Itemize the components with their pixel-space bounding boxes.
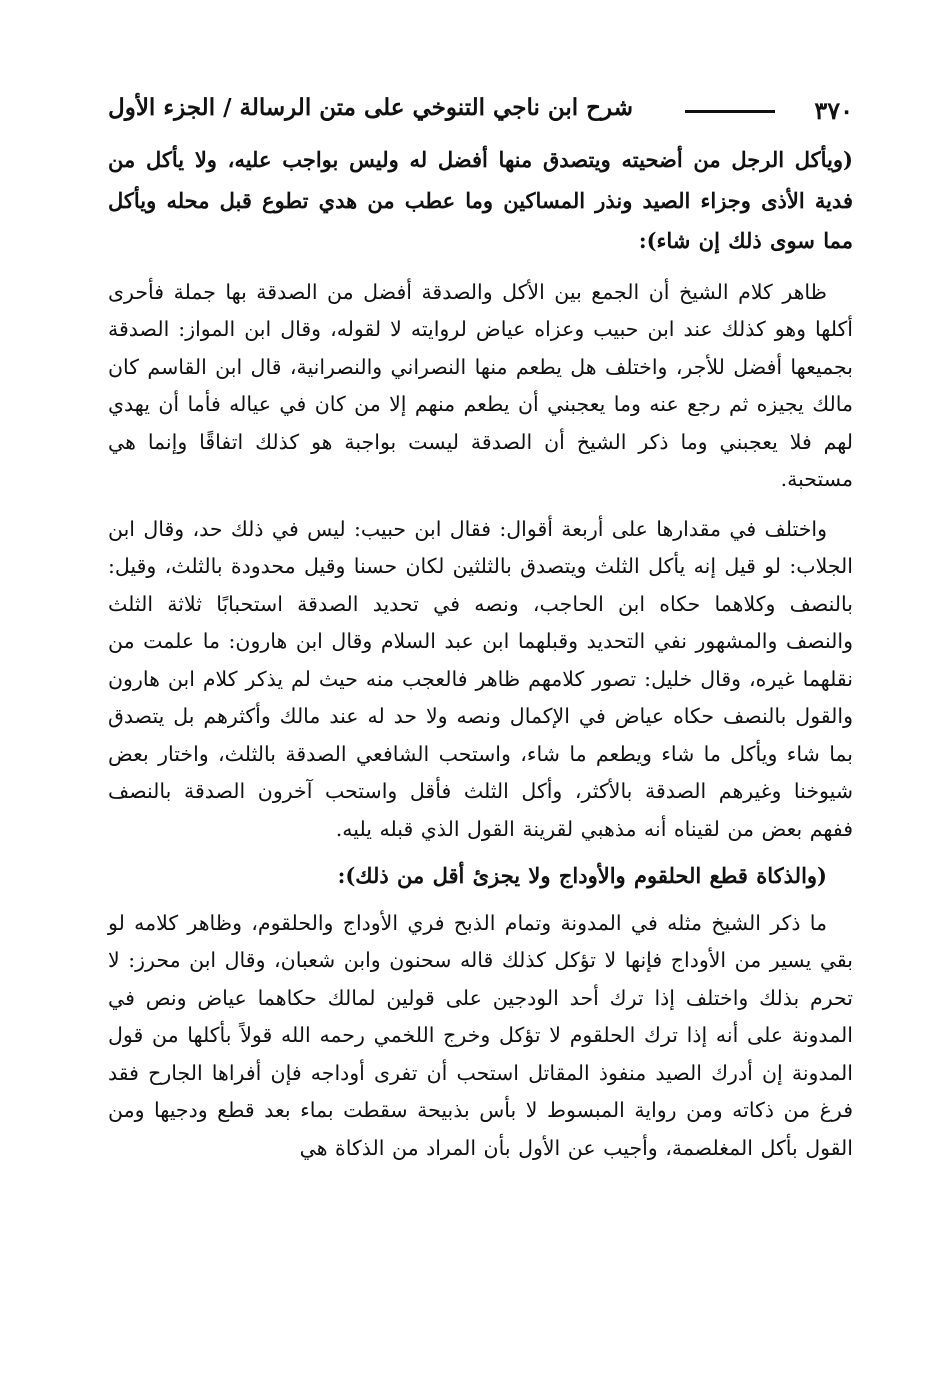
commentary-paragraph: ظاهر كلام الشيخ أن الجمع بين الأكل والصدقة أفضل من الصدقة بها جملة فأحرى أكلها وهو كذلك عند ابن حبيب وعزاه عياض لروايته لا لقوله، وقال ابن المواز: الصدقة بجميعها أفضل للأجر، واختلف هل يطعم منها النصراني والنصرانية، قال ابن القاسم كان مالك يجيزه ثم رجع عنه وما يعجبني أن يطعم منهم إلا من كان في عياله فأما أن يهدي لهم فلا يعجبني وما ذكر الشيخ أن الصدقة ليست بواجبة هو كذلك اتفاقًا وإنما هي مستحبة. — [108, 279, 853, 491]
paragraph-gap — [108, 848, 853, 856]
page-header — [108, 92, 853, 132]
matn-passage: (والذكاة قطع الحلقوم والأوداج ولا يجزئ أقل من ذلك): — [337, 863, 827, 888]
page-body — [108, 140, 853, 1167]
paragraph-gap — [108, 262, 853, 274]
paragraph-gap — [108, 499, 853, 511]
commentary-paragraph: ما ذكر الشيخ مثله في المدونة وتمام الذبح فري الأوداج والحلقوم، وظاهر كلامه لو بقي يسير من الأوداج فإنها لا تؤكل كذلك قاله سحنون وابن شعبان، وقال ابن محرز: لا تحرم بذلك واختلف إذا ترك أحد الودجين على قولين لمالك حكاهما عياض ونص في المدونة على أنه إذا ترك الحلقوم لا تؤكل وخرج اللخمي رحمه الله قولاً بأكلها من قول المدونة إن أدرك الصيد منفوذ المقاتل استحب أن تفرى أوداجه فإن أفراها الجارح فقد فرغ من ذكاته ومن رواية المبسوط لا بأس بذبيحة سقطت بماء بعد قطع ودجيها ومن القول بأكل المغلصمة، وأجيب عن الأول بأن المراد من الذكاة هي — [108, 910, 853, 1160]
commentary-paragraph: واختلف في مقدارها على أربعة أقوال: فقال ابن حبيب: ليس في ذلك حد، وقال ابن الجلاب: لو قيل إنه يأكل الثلث ويتصدق بالثلثين لكان حسنا وقيل محدودة بالثلث، وقيل: بالنصف وكلاهما حكاه ابن الحاجب، ونصه في تحديد الصدقة استحبابًا ثلاثة الثلث والنصف والمشهور نفي التحديد وقبلهما ابن عبد السلام وقال ابن هارون: ما علمت من نقلهما غيره، وقال خليل: تصور كلامهم ظاهر فالعجب منه حيث لم يذكر كلام ابن هارون والقول بالنصف حكاه عياض في الإكمال ونصه ولا حد له عند مالك وأكثرهم بل يتصدق بما شاء ويأكل ما شاء ويطعم ما شاء، واستحب الشافعي الصدقة بالثلث، واختار بعض شيوخنا وغيرهم الصدقة بالأكثر، وأكل الثلث فأقل واستحب آخرون الصدقة بالنصف ففهم بعض من لقيناه أنه مذهبي لقرينة القول الذي قبله يليه. — [108, 516, 853, 841]
paragraph-gap — [108, 897, 853, 905]
header-rule — [685, 110, 775, 113]
matn-passage: (ويأكل الرجل من أضحيته ويتصدق منها أفضل له وليس بواجب عليه، ولا يأكل من فدية الأذى وجزاء الصيد ونذر المساكين وما عطب من هدي تطوع قبل محله ويأكل مما سوى ذلك إن شاء): — [108, 147, 853, 253]
page-number: ٣٧٠ — [814, 96, 853, 125]
running-title: شرح ابن ناجي التنوخي على متن الرسالة / الجزء الأول — [108, 94, 633, 121]
